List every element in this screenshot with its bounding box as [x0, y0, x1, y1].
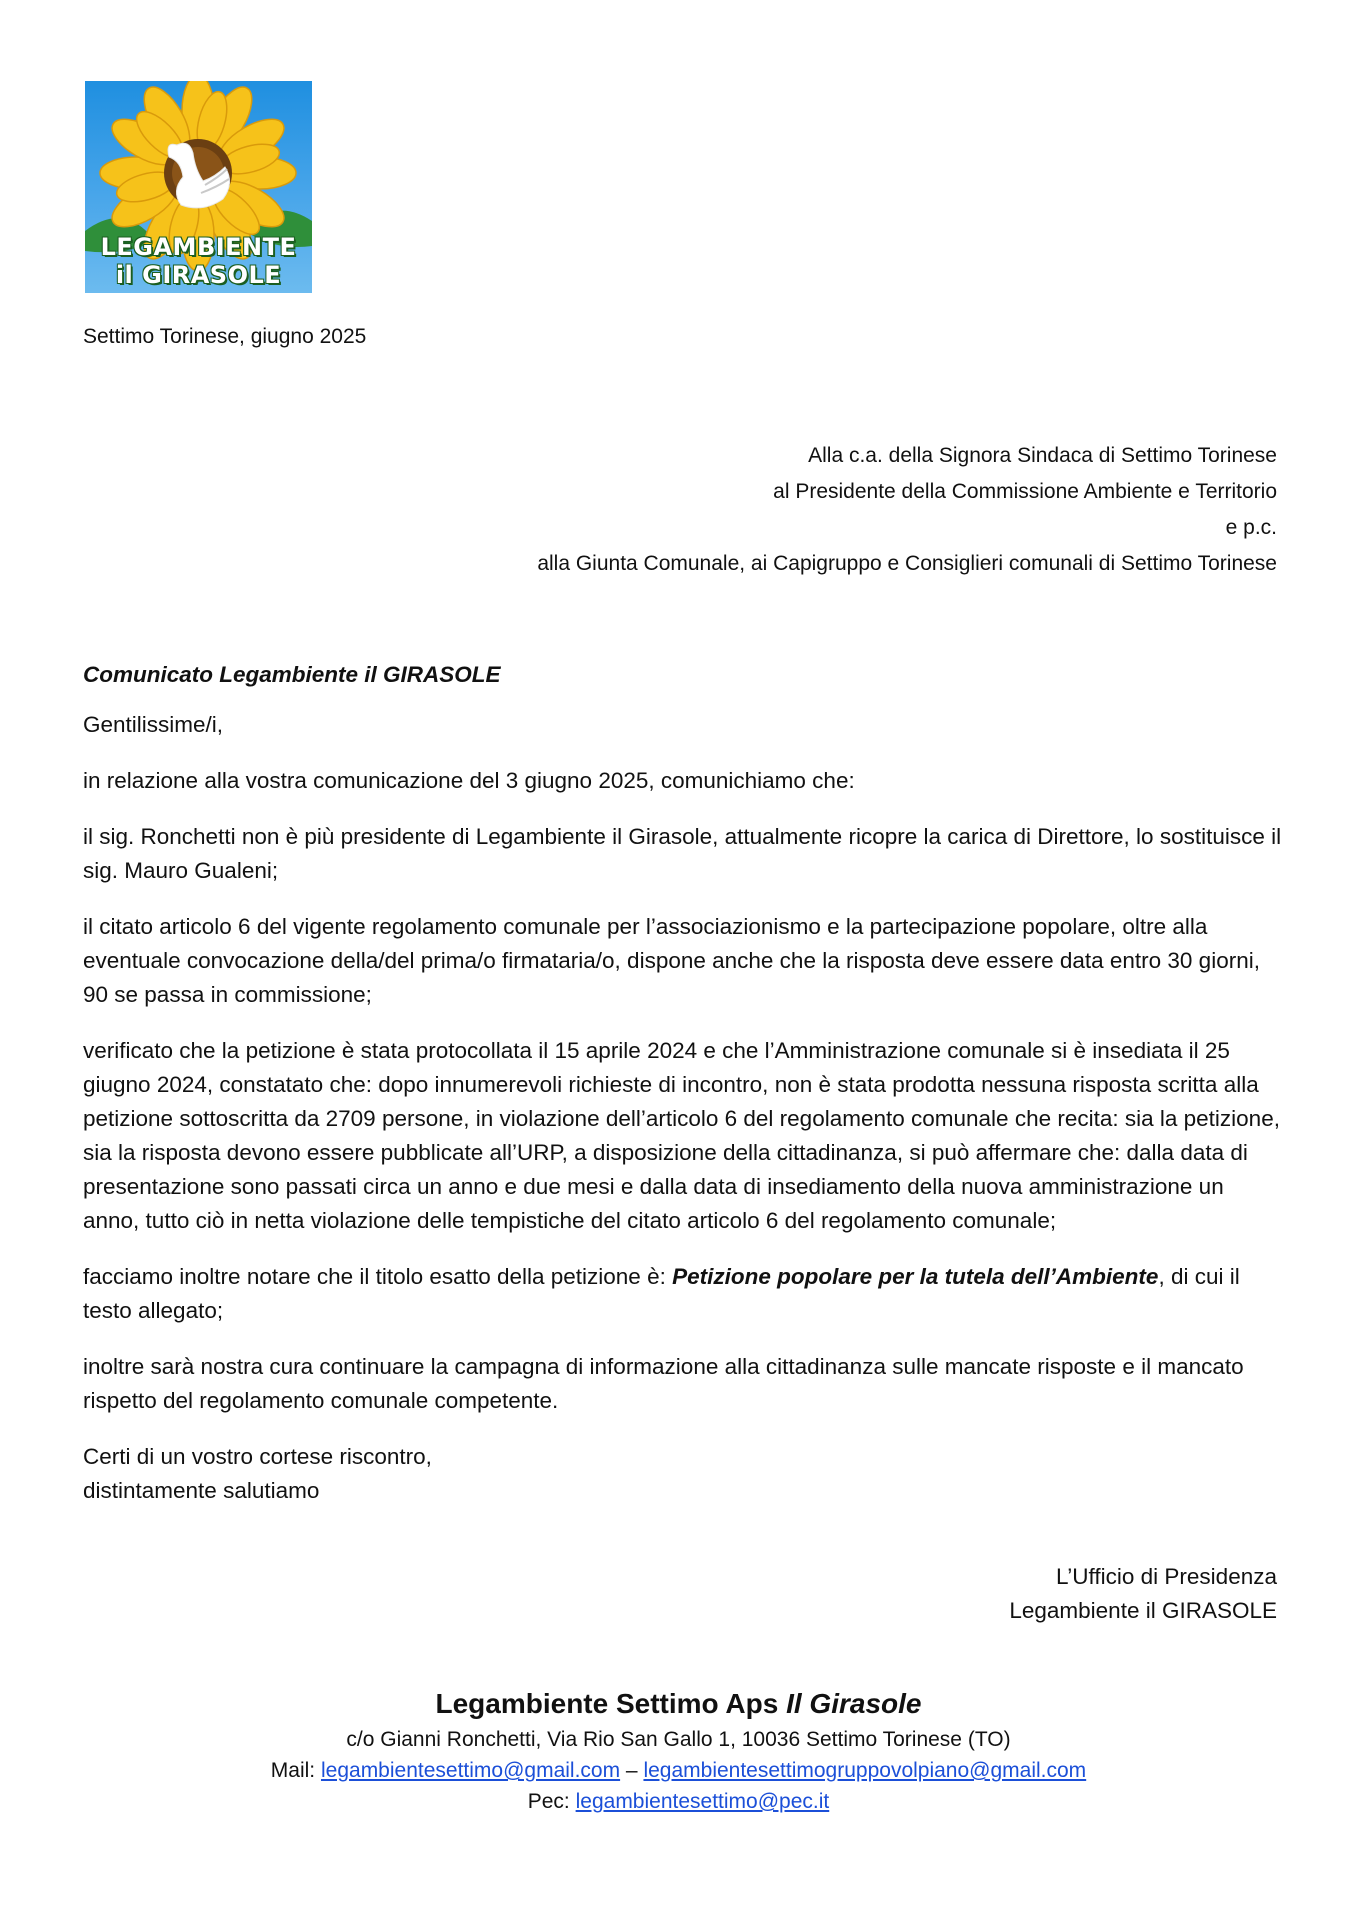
footer-mail — [0, 1755, 1357, 1786]
salutation: Gentilissime/i, — [83, 712, 224, 737]
recipient-line: al Presidente della Commissione Ambiente e Territorio — [773, 480, 1277, 503]
footer-address: c/o Gianni Ronchetti, Via Rio San Gallo 1, 10036 Settimo Torinese (TO) — [346, 1728, 1011, 1751]
footer-title-main: Legambiente Settimo Aps — [435, 1688, 787, 1719]
footer-title-italic: Il Girasole — [786, 1688, 922, 1719]
petition-title: Petizione popolare per la tutela dell’Ambiente — [672, 1264, 1159, 1289]
signature-line: L’Ufficio di Presidenza — [1056, 1564, 1277, 1589]
footer-pec — [0, 1786, 1357, 1817]
paragraph-text: , di cui il testo allegato; — [83, 1264, 1240, 1323]
paragraph: il sig. Ronchetti non è più presidente di Legambiente il Girasole, attualmente ricopre la carica di Direttore, lo sostituisce il sig. Mauro Gualeni; — [83, 824, 1282, 883]
footer-title — [0, 1684, 1357, 1724]
closing — [83, 1440, 1283, 1508]
communique-title: Comunicato Legambiente il GIRASOLE — [83, 662, 501, 687]
mail-link-2[interactable]: legambientesettimogruppovolpiano@gmail.com — [643, 1759, 1087, 1782]
signature-block — [1009, 1560, 1277, 1628]
closing-line: Certi di un vostro cortese riscontro, — [83, 1444, 432, 1469]
signature-line: Legambiente il GIRASOLE — [1009, 1598, 1277, 1623]
mail-label: Mail: — [270, 1759, 321, 1782]
recipient-line: Alla c.a. della Signora Sindaca di Settimo Torinese — [808, 444, 1277, 467]
paragraph: verificato che la petizione è stata protocollata il 15 aprile 2024 e che l’Amministrazione comunale si è insediata il 25 giugno 2024, constatato che: dopo innumerevoli richieste di incontro, non è stata prodotta nessuna risposta scritta alla petizione sottoscritta da 2709 persone, in violazione dell’articolo 6 del regolamento comunale che recita: sia la petizione, sia la risposta devono essere pubblicate all’URP, a disposizione della cittadinanza, si può affermare che: dalla data di presentazione sono passati circa un anno e due mesi e dalla data di insediamento della nuova amministrazione un anno, tutto ciò in netta violazione delle tempistiche del citato articolo 6 del regolamento comunale; — [83, 1038, 1280, 1233]
letter-body — [83, 658, 1283, 1508]
paragraph: inoltre sarà nostra cura continuare la campagna di informazione alla cittadinanza sulle mancate risposte e il mancato rispetto del regolamento comunale competente. — [83, 1354, 1244, 1413]
logo-text-line2: il GIRASOLE — [115, 261, 282, 289]
paragraph: in relazione alla vostra comunicazione del 3 giugno 2025, comunichiamo che: — [83, 768, 855, 793]
closing-line: distintamente salutiamo — [83, 1478, 320, 1503]
letter-date: Settimo Torinese, giugno 2025 — [83, 325, 367, 348]
pec-label: Pec: — [527, 1790, 576, 1813]
legambiente-logo — [85, 81, 312, 293]
pec-link[interactable]: legambientesettimo@pec.it — [575, 1790, 830, 1813]
recipient-line: alla Giunta Comunale, ai Capigruppo e Consiglieri comunali di Settimo Torinese — [537, 552, 1277, 575]
recipient-line: e p.c. — [1225, 516, 1277, 539]
letterhead-footer — [0, 1684, 1357, 1817]
paragraph-text: facciamo inoltre notare che il titolo esatto della petizione è: — [83, 1264, 673, 1289]
logo-text-line1: LEGAMBIENTE — [100, 233, 297, 261]
paragraph-petition-title — [83, 1260, 1283, 1328]
mail-separator: – — [620, 1759, 644, 1782]
mail-link-1[interactable]: legambientesettimo@gmail.com — [320, 1759, 621, 1782]
recipients-block — [537, 438, 1277, 582]
paragraph: il citato articolo 6 del vigente regolamento comunale per l’associazionismo e la partecipazione popolare, oltre alla eventuale convocazione della/del prima/o firmataria/o, dispone anche che la risposta deve essere data entro 30 giorni, 90 se passa in commissione; — [83, 914, 1260, 1007]
